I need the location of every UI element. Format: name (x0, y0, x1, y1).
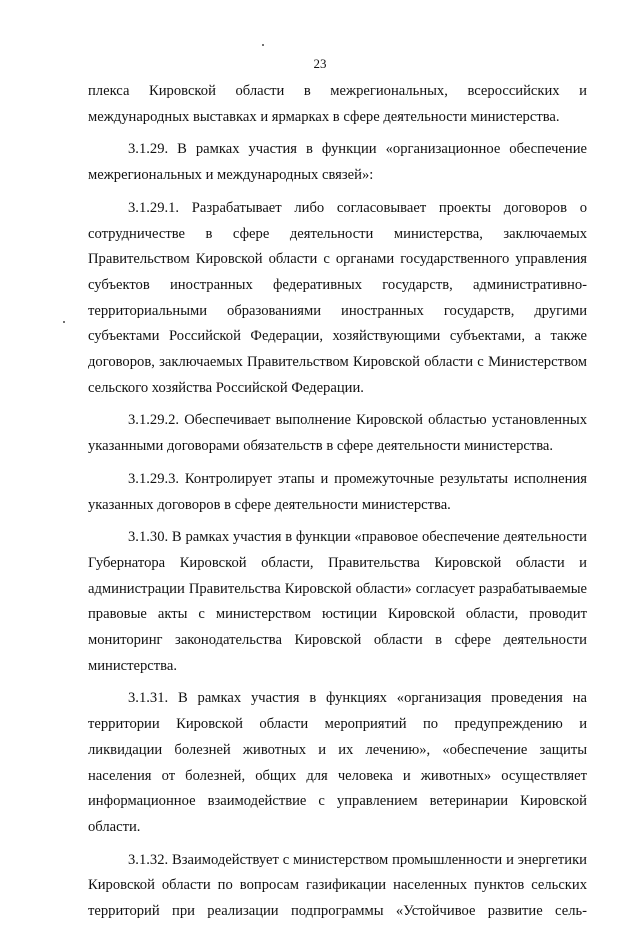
paragraph-continuation: плекса Кировской области в межрегиональных, всероссийских и международных выставках и ярмарках в сфере деятельности министерства. (88, 83, 587, 125)
paragraph-3-1-29-1: 3.1.29.1. Разрабатывает либо согласовывает проекты договоров о сотрудничестве в сфере деятельности министерства, заключаемых Правительством Кировской области с органами государственного управления субъектов иностранных федеративных государств, административно-территориальными образованиями иностранных государств, другими субъектами Российской Федерации, хозяйствующими субъектами, а также договоров, заключаемых Правительством Кировской области с Министерством сельского хозяйства Российской Федерации. (88, 199, 587, 396)
scan-speck (63, 321, 65, 323)
paragraph-3-1-31: 3.1.31. В рамках участия в функциях «организация проведения на территории Кировской области мероприятий по предупреждению и ликвидации болезней животных и их лечению», «обеспечение защиты населения от болезней, общих для человека и животных» осуществляет информационное взаимодействие с управлением ветеринарии Кировской области. (88, 690, 587, 835)
scan-speck (262, 44, 264, 46)
paragraph-3-1-32: 3.1.32. Взаимодействует с министерством промышленности и энергетики Кировской области по вопросам газификации населенных пунктов сельских территорий при реализации подпрограммы «Устойчивое развитие сель- (88, 851, 587, 920)
paragraph-3-1-30: 3.1.30. В рамках участия в функции «правовое обеспечение деятельности Губернатора Кировской области, Правительства Кировской области и администрации Правительства Кировской области» согласует разрабатываемые правовые акты с министерством юстиции Кировской области, проводит мониторинг законодательства Кировской области в сфере деятельности министерства. (88, 529, 587, 674)
page-number: 23 (313, 56, 327, 71)
document-body (88, 79, 587, 932)
paragraph-3-1-29-3: 3.1.29.3. Контролирует этапы и промежуточные результаты исполнения указанных договоров в сфере деятельности министерства. (88, 470, 587, 513)
paragraph-3-1-29-2: 3.1.29.2. Обеспечивает выполнение Кировской областью установленных указанными договорами обязательств в сфере деятельности министерства. (88, 412, 587, 455)
paragraph-3-1-29: 3.1.29. В рамках участия в функции «организационное обеспечение межрегиональных и международных связей»: (88, 141, 587, 184)
